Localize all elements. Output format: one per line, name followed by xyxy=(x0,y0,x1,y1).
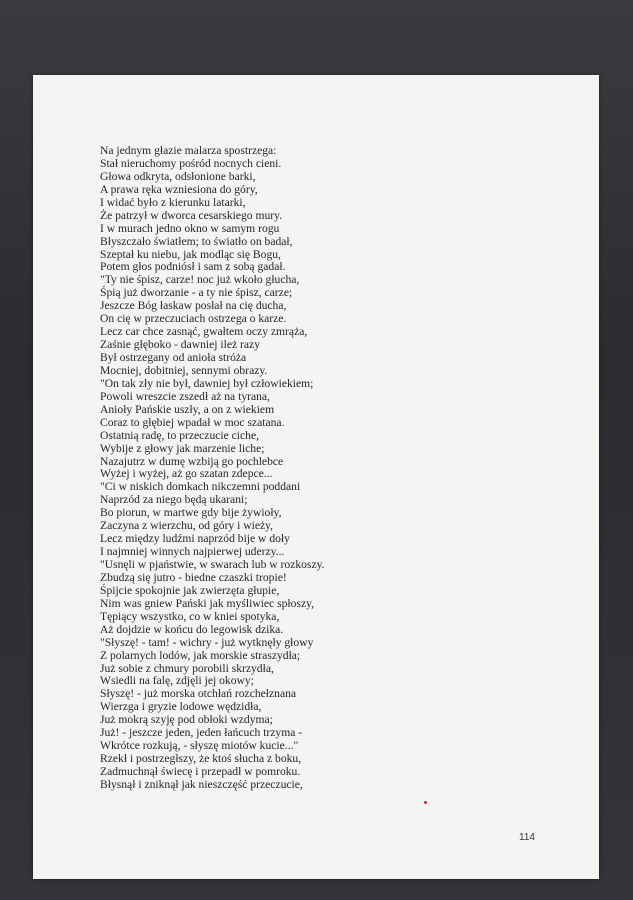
poem-line: Zadmuchnął świecę i przepadł w pomroku. xyxy=(100,765,301,778)
poem-line: Błyszczało światłem; to światło on badał, xyxy=(100,234,293,248)
poem-line: I najmniej winnych najpierwej uderzy... xyxy=(100,545,285,559)
poem-line: Tępiący wszystko, co w kniei spotyka, xyxy=(100,609,280,623)
poem-line: Śpią już dworzanie - a ty nie śpisz, carze; xyxy=(100,286,293,300)
poem-line: I w murach jedno okno w samym rogu xyxy=(100,221,280,235)
poem-line: Wyżej i wyżej, aż go szatan zdepce... xyxy=(100,467,273,481)
poem-line: Wsiedli na falę, zdjęli jej okowy; xyxy=(100,674,254,688)
poem-line: Coraz to głębiej wpadał w moc szatana. xyxy=(100,415,285,429)
poem-line: Wierzga i gryzie lodowe wędzidła, xyxy=(100,700,262,714)
poem-line: Rzekł i postrzegłszy, że ktoś słucha z boku, xyxy=(100,752,302,766)
poem-line: Na jednym głazie malarza spostrzega: xyxy=(100,144,277,157)
poem-line: Mocniej, dobitniej, sennymi obrazy. xyxy=(100,363,268,377)
poem-text xyxy=(100,145,560,792)
poem-line: Zbudzą się jutro - biedne czaszki tropie! xyxy=(100,570,287,584)
poem-line: "Ci w niskich domkach nikczemni poddani xyxy=(100,480,301,494)
poem-line: On cię w przeczuciach ostrzega o karze. xyxy=(100,312,287,326)
poem-line: Nazajutrz w dumę wzbiją go pochlebce xyxy=(100,454,284,468)
poem-line: Był ostrzegany od anioła stróża xyxy=(100,351,247,364)
poem-line: A prawa ręka wzniesiona do góry, xyxy=(100,182,258,196)
poem-line: Stał nieruchomy pośród nocnych cieni. xyxy=(100,156,282,170)
poem-line: Śpijcie spokojnie jak zwierzęta głupie, xyxy=(100,583,280,597)
poem-line: Już sobie z chmury porobili skrzydła, xyxy=(100,661,274,675)
poem-line: Powoli wreszcie zszedł aż na tyrana, xyxy=(100,389,270,403)
poem-line: Aż dojdzie w końcu do legowisk dzika. xyxy=(100,622,284,636)
poem-line: "Słyszę! - tam! - wichry - już wytknęły głowy xyxy=(100,635,314,649)
poem-line: Zaczyna z wierzchu, od góry i wieży, xyxy=(100,519,274,533)
poem-line: Wybije z głowy jak marzenie liche; xyxy=(100,441,265,455)
poem-line: "Ty nie śpisz, carze! noc już wkoło głucha, xyxy=(100,273,300,287)
poem-line: Nim was gniew Pański jak myśliwiec spłoszy, xyxy=(100,596,315,610)
poem-line: Zaśnie głęboko - dawniej ileż razy xyxy=(100,338,260,352)
ink-speck xyxy=(424,801,427,804)
poem-line: Potem głos podniósł i sam z sobą gadał. xyxy=(100,260,286,274)
poem-line: Z polarnych lodów, jak morskie straszydła; xyxy=(100,648,301,662)
poem-line: Że patrzył w dworca cesarskiego mury. xyxy=(100,208,283,222)
poem-line: "On tak zły nie był, dawniej był człowiekiem; xyxy=(100,376,314,390)
poem-line: Lecz car chce zasnąć, gwałtem oczy zmrąża, xyxy=(100,325,308,339)
poem-line: Bo piorun, w martwe gdy bije żywioły, xyxy=(100,506,282,520)
poem-line: Słyszę! - już morska otchłań rozchełznana xyxy=(100,687,297,701)
poem-line: Naprzód za niego będą ukarani; xyxy=(100,493,248,507)
poem-line: Wkrótce rozkują, - słyszę miotów kucie..." xyxy=(100,739,299,753)
poem-line: Błysnął i zniknął jak nieszczęść przeczucie, xyxy=(100,777,303,791)
poem-line: Lecz między ludźmi naprzód bije w doły xyxy=(100,532,290,546)
poem-line: Głowa odkryta, odsłonione barki, xyxy=(100,169,256,183)
document-page xyxy=(33,75,599,879)
poem-line: Anioły Pańskie uszły, a on z wiekiem xyxy=(100,402,275,416)
poem-line: Już mokrą szyję pod obłoki wzdyma; xyxy=(100,713,273,727)
poem-line: Szeptał ku niebu, jak modląc się Bogu, xyxy=(100,247,281,261)
poem-line: Ostatnią radę, to przeczucie ciche, xyxy=(100,428,260,442)
poem-line: "Usnęli w pjaństwie, w swarach lub w rozkoszy. xyxy=(100,558,325,571)
poem-line: I widać było z kierunku latarki, xyxy=(100,195,246,209)
page-number: 114 xyxy=(519,832,535,843)
poem-line: Jeszcze Bóg łaskaw posłał na cię ducha, xyxy=(100,299,287,313)
poem-line: Już! - jeszcze jeden, jeden łańcuch trzyma - xyxy=(100,726,303,740)
